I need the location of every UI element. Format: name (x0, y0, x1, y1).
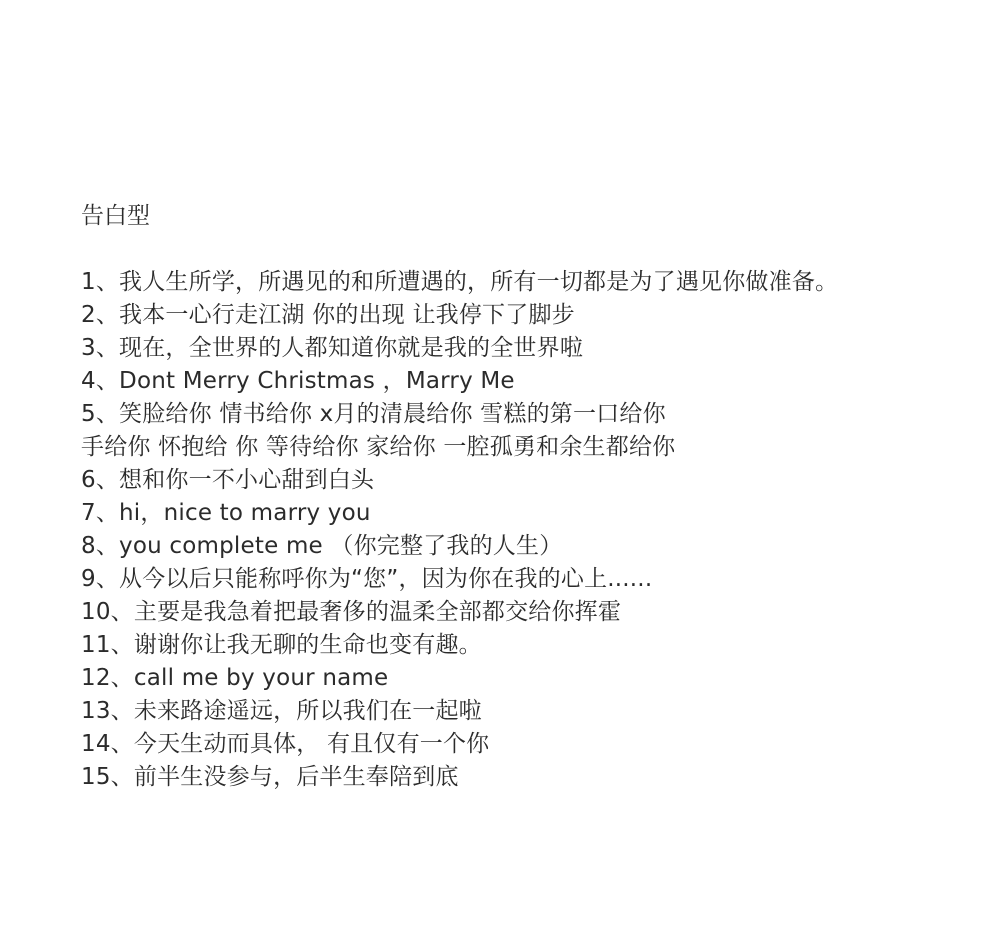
confession-list (81, 266, 981, 794)
list-item: 11、谢谢你让我无聊的生命也变有趣。 (81, 632, 482, 658)
list-item: 14、今天生动而具体， 有且仅有一个你 (81, 731, 490, 757)
list-item: 2、我本一心行走江湖 你的出现 让我停下了脚步 (81, 302, 575, 328)
list-item: 9、从今以后只能称呼你为“您”，因为你在我的心上...... (81, 566, 653, 592)
list-item: 6、想和你一不小心甜到白头 (81, 467, 375, 493)
list-item: 13、未来路途遥远，所以我们在一起啦 (81, 698, 482, 724)
list-item: 15、前半生没参与，后半生奉陪到底 (81, 764, 459, 790)
list-item: 4、Dont Merry Christmas ，Marry Me (81, 368, 515, 394)
list-item: 5、笑脸给你 情书给你 x月的清晨给你 雪糕的第一口给你 (81, 401, 666, 427)
list-item: 3、现在，全世界的人都知道你就是我的全世界啦 (81, 335, 584, 361)
document-heading: 告白型 (81, 203, 150, 229)
list-item: 1、我人生所学，所遇见的和所遭遇的，所有一切都是为了遇见你做准备。 (81, 269, 839, 295)
list-item: 10、主要是我急着把最奢侈的温柔全部都交给你挥霍 (81, 599, 622, 625)
list-item: 7、hi，nice to marry you (81, 500, 371, 526)
list-item: 12、call me by your name (81, 665, 389, 691)
list-item-continuation: 手给你 怀抱给 你 等待给你 家给你 一腔孤勇和余生都给你 (81, 434, 676, 460)
list-item: 8、you complete me （你完整了我的人生） (81, 533, 563, 559)
